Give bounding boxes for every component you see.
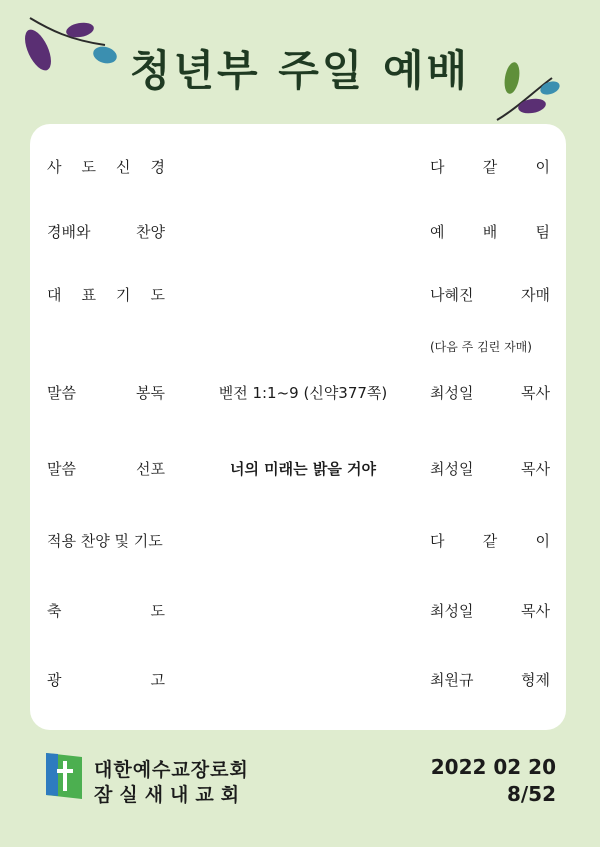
service-item-label <box>47 380 165 406</box>
page-number: 8/52 <box>506 782 556 806</box>
sermon-title: 너의 미래는 밝을 거야 <box>229 460 377 478</box>
church-name: 잠실새내교회 <box>94 784 247 806</box>
service-item-label <box>47 219 165 245</box>
leader-part: 최원규 <box>430 671 474 689</box>
leader-part: 예 <box>430 223 445 241</box>
service-row <box>30 598 566 624</box>
service-row <box>30 282 566 308</box>
leader-part: 같 <box>482 532 498 550</box>
label-part: 도 <box>150 602 165 620</box>
leader-part: 목사 <box>521 602 550 620</box>
label-part: 광 <box>47 671 62 689</box>
service-row <box>30 456 566 482</box>
service-row <box>30 219 566 245</box>
service-item-label <box>47 598 165 624</box>
label-part: 사 <box>47 158 62 176</box>
leader-part: 팀 <box>535 223 550 241</box>
label-part: 고 <box>150 671 165 689</box>
service-row <box>30 380 566 406</box>
leader-part: 이 <box>535 532 550 550</box>
label-part: 표 <box>81 286 96 304</box>
label-part: 적용 찬양 및 기도 <box>47 532 163 550</box>
label-part: 봉독 <box>136 384 165 402</box>
service-leader <box>430 219 550 245</box>
page-title: 청년부 주일 예배 <box>129 46 471 95</box>
leader-part: 목사 <box>521 460 550 478</box>
leader-part: 배 <box>482 223 498 241</box>
service-leader <box>430 380 550 406</box>
label-part: 도 <box>150 286 165 304</box>
label-part: 신 <box>116 158 131 176</box>
label-part: 대 <box>47 286 62 304</box>
leader-part: 자매 <box>521 286 550 304</box>
order-of-service-card <box>30 124 566 730</box>
leader-part: 최성일 <box>430 460 474 478</box>
leader-part: 다 <box>430 532 445 550</box>
service-item-label <box>47 282 165 308</box>
service-leader <box>430 282 550 308</box>
church-denomination: 대한예수교장로회 <box>94 759 249 781</box>
service-item-label <box>47 456 165 482</box>
service-item-label <box>47 154 165 180</box>
label-part: 말씀 <box>47 384 76 402</box>
service-leader <box>430 154 550 180</box>
service-row <box>30 667 566 693</box>
leader-part: 이 <box>535 158 550 176</box>
label-part: 선포 <box>136 460 165 478</box>
church-logo-icon <box>46 751 82 801</box>
leader-part: 형제 <box>521 671 550 689</box>
leader-part: 다 <box>430 158 445 176</box>
scripture-reference: 벧전 1:1~9 (신약377쪽) <box>218 384 388 402</box>
service-leader <box>430 598 550 624</box>
leader-part: 최성일 <box>430 602 474 620</box>
label-part: 경배와 <box>47 223 91 241</box>
service-leader <box>430 528 550 554</box>
leader-part: 최성일 <box>430 384 474 402</box>
leader-part: 같 <box>482 158 498 176</box>
service-item-label <box>47 667 165 693</box>
label-part: 찬양 <box>136 223 165 241</box>
label-part: 경 <box>150 158 165 176</box>
leader-part: 나혜진 <box>430 286 474 304</box>
service-row <box>30 528 566 554</box>
service-leader <box>430 667 550 693</box>
label-part: 기 <box>116 286 131 304</box>
label-part: 축 <box>47 602 62 620</box>
label-part: 도 <box>81 158 96 176</box>
service-item-label <box>47 528 165 554</box>
service-leader <box>430 456 550 482</box>
service-date: 2022 02 20 <box>430 755 556 779</box>
leader-part: 목사 <box>521 384 550 402</box>
next-week-note: (다음 주 김린 자매) <box>430 340 532 354</box>
service-row <box>30 154 566 180</box>
label-part: 말씀 <box>47 460 76 478</box>
